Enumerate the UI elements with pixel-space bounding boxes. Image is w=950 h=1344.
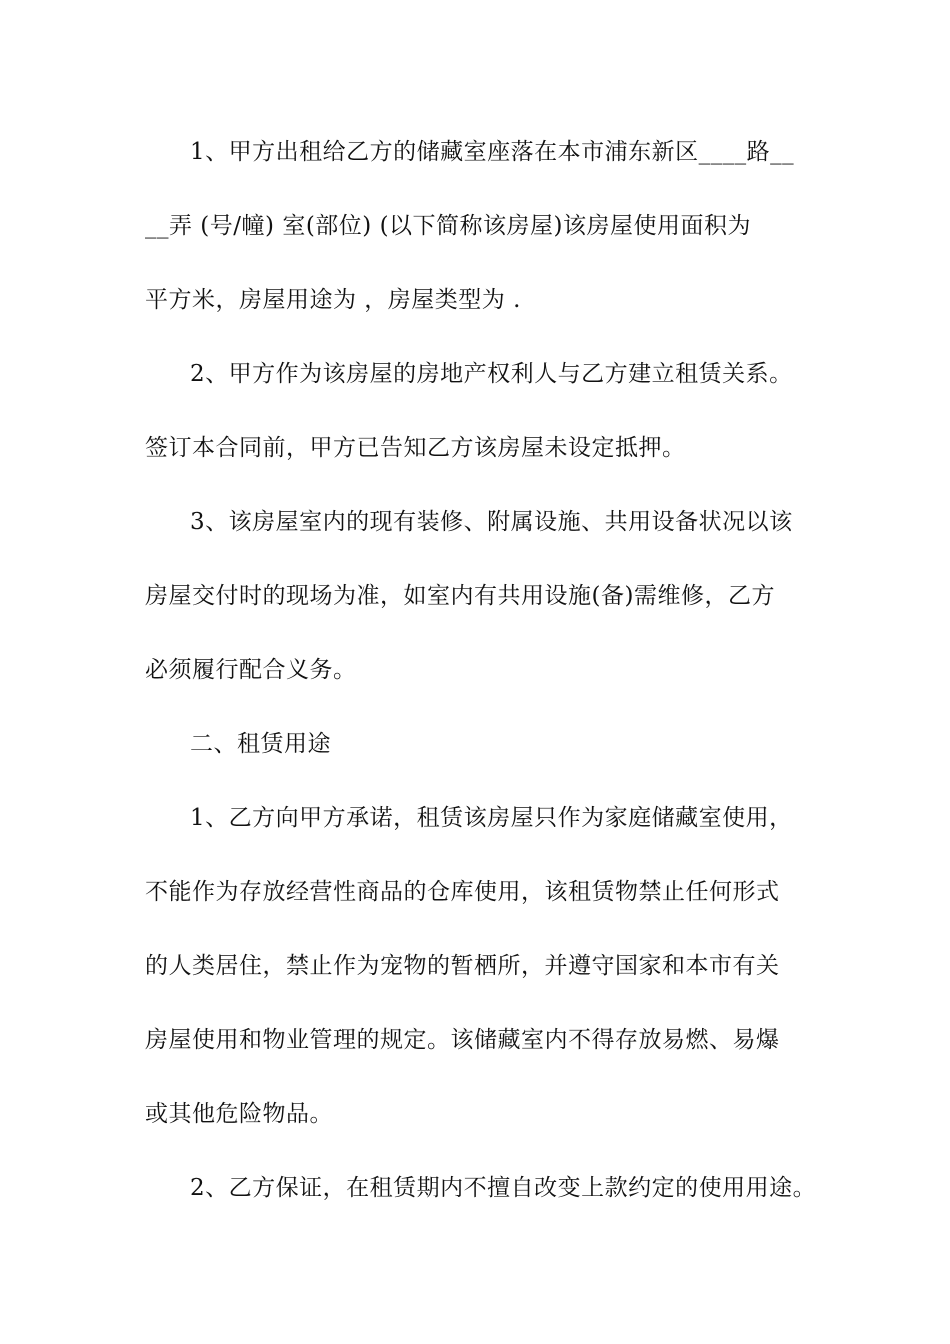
paragraph-line: 3、该房屋室内的现有装修、附属设施、共用设备状况以该 bbox=[190, 509, 793, 535]
paragraph-line: 必须履行配合义务。 bbox=[145, 657, 357, 683]
paragraph-line: 签订本合同前，甲方已告知乙方该房屋未设定抵押。 bbox=[145, 435, 686, 461]
paragraph-line: 平方米，房屋用途为 ，房屋类型为 . bbox=[145, 287, 521, 313]
paragraph-line: 的人类居住，禁止作为宠物的暂栖所，并遵守国家和本市有关 bbox=[145, 953, 780, 979]
paragraph-line: 2、甲方作为该房屋的房地产权利人与乙方建立租赁关系。 bbox=[190, 361, 793, 387]
paragraph-line: __弄 (号/幢) 室(部位) (以下简称该房屋)该房屋使用面积为 bbox=[145, 213, 752, 239]
paragraph-line: 1、甲方出租给乙方的储藏室座落在本市浦东新区____路__ bbox=[190, 139, 795, 165]
paragraph-line: 或其他危险物品。 bbox=[145, 1101, 333, 1127]
paragraph-line: 房屋使用和物业管理的规定。该储藏室内不得存放易燃、易爆 bbox=[145, 1027, 780, 1053]
paragraph-line: 2、乙方保证，在租赁期内不擅自改变上款约定的使用用途。 bbox=[190, 1175, 817, 1201]
paragraph-line: 不能作为存放经营性商品的仓库使用，该租赁物禁止任何形式 bbox=[145, 879, 780, 905]
paragraph-line: 房屋交付时的现场为准，如室内有共用设施(备)需维修，乙方 bbox=[145, 583, 775, 609]
section-heading: 二、租赁用途 bbox=[190, 731, 331, 757]
paragraph-line: 1、乙方向甲方承诺，租赁该房屋只作为家庭储藏室使用， bbox=[190, 805, 793, 831]
